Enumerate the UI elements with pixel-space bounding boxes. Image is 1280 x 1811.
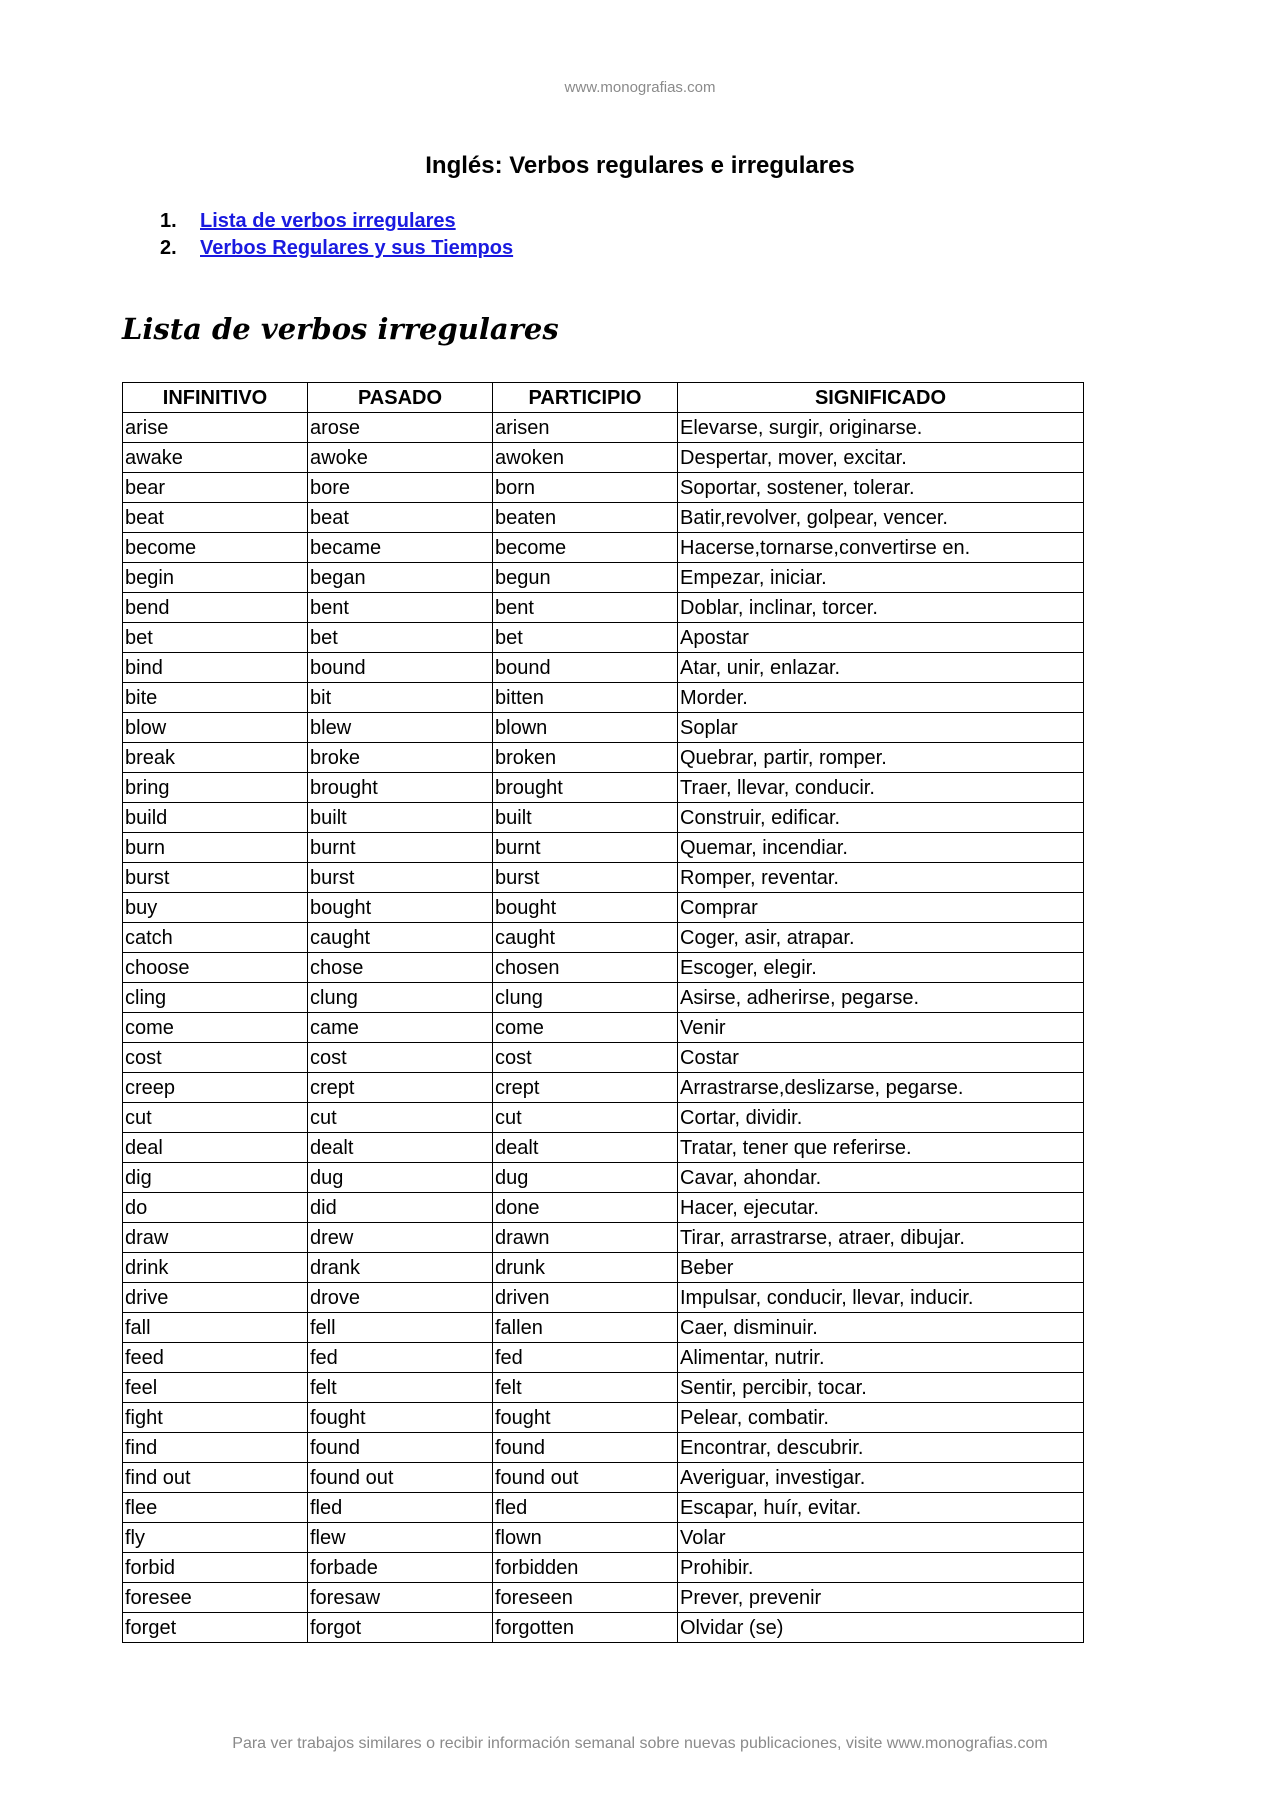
table-row [123,1133,1084,1163]
table-row [123,593,1084,623]
cell-infinitivo: fly [123,1523,308,1553]
cell-significado: Comprar [678,893,1084,923]
cell-pasado: blew [308,713,493,743]
cell-pasado: did [308,1193,493,1223]
cell-participio: fed [493,1343,678,1373]
cell-infinitivo: draw [123,1223,308,1253]
cell-participio: burst [493,863,678,893]
cell-pasado: broke [308,743,493,773]
cell-pasado: bought [308,893,493,923]
cell-infinitivo: cost [123,1043,308,1073]
cell-significado: Soplar [678,713,1084,743]
cell-pasado: drove [308,1283,493,1313]
cell-significado: Coger, asir, atrapar. [678,923,1084,953]
toc-link-verbos-regulares[interactable]: Verbos Regulares y sus Tiempos [200,237,514,259]
cell-significado: Pelear, combatir. [678,1403,1084,1433]
cell-infinitivo: fight [123,1403,308,1433]
cell-infinitivo: do [123,1193,308,1223]
cell-participio: come [493,1013,678,1043]
cell-participio: flown [493,1523,678,1553]
table-row [123,1373,1084,1403]
cell-infinitivo: bend [123,593,308,623]
cell-participio: dug [493,1163,678,1193]
cell-participio: bound [493,653,678,683]
cell-significado: Prohibir. [678,1553,1084,1583]
cell-significado: Quebrar, partir, romper. [678,743,1084,773]
table-row [123,1433,1084,1463]
cell-pasado: burnt [308,833,493,863]
cell-participio: felt [493,1373,678,1403]
footer-text: Para ver trabajos similares o recibir información semanal sobre nuevas publicaciones, visite www.monografias.com [232,1735,1048,1752]
table-row [123,1583,1084,1613]
cell-participio: fought [493,1403,678,1433]
cell-significado: Impulsar, conducir, llevar, inducir. [678,1283,1084,1313]
cell-participio: forbidden [493,1553,678,1583]
cell-participio: brought [493,773,678,803]
cell-infinitivo: blow [123,713,308,743]
table-row [123,533,1084,563]
cell-significado: Soportar, sostener, tolerar. [678,473,1084,503]
cell-pasado: began [308,563,493,593]
cell-participio: crept [493,1073,678,1103]
table-row [123,1223,1084,1253]
cell-significado: Empezar, iniciar. [678,563,1084,593]
cell-significado: Arrastrarse,deslizarse, pegarse. [678,1073,1084,1103]
cell-participio: clung [493,983,678,1013]
cell-pasado: dealt [308,1133,493,1163]
table-row [123,623,1084,653]
cell-infinitivo: find [123,1433,308,1463]
cell-pasado: found out [308,1463,493,1493]
cell-infinitivo: awake [123,443,308,473]
cell-infinitivo: drink [123,1253,308,1283]
cell-participio: found [493,1433,678,1463]
cell-pasado: drank [308,1253,493,1283]
cell-significado: Olvidar (se) [678,1613,1084,1643]
cell-pasado: found [308,1433,493,1463]
cell-infinitivo: fall [123,1313,308,1343]
cell-infinitivo: find out [123,1463,308,1493]
cell-pasado: beat [308,503,493,533]
table-row [123,413,1084,443]
cell-participio: bought [493,893,678,923]
cell-participio: chosen [493,953,678,983]
cell-infinitivo: bear [123,473,308,503]
cell-participio: arisen [493,413,678,443]
cell-pasado: built [308,803,493,833]
cell-participio: begun [493,563,678,593]
cell-significado: Apostar [678,623,1084,653]
cell-significado: Asirse, adherirse, pegarse. [678,983,1084,1013]
column-header-significado: SIGNIFICADO [678,383,1084,413]
cell-significado: Tirar, arrastrarse, atraer, dibujar. [678,1223,1084,1253]
cell-pasado: came [308,1013,493,1043]
cell-pasado: fled [308,1493,493,1523]
cell-significado: Batir,revolver, golpear, vencer. [678,503,1084,533]
cell-participio: built [493,803,678,833]
cell-participio: found out [493,1463,678,1493]
cell-pasado: chose [308,953,493,983]
cell-pasado: arose [308,413,493,443]
cell-participio: caught [493,923,678,953]
cell-infinitivo: creep [123,1073,308,1103]
table-row [123,1523,1084,1553]
cell-significado: Doblar, inclinar, torcer. [678,593,1084,623]
cell-significado: Despertar, mover, excitar. [678,443,1084,473]
cell-significado: Hacerse,tornarse,convertirse en. [678,533,1084,563]
cell-infinitivo: feed [123,1343,308,1373]
cell-infinitivo: flee [123,1493,308,1523]
cell-infinitivo: build [123,803,308,833]
table-row [123,1103,1084,1133]
verbs-table [122,382,1084,1643]
cell-significado: Construir, edificar. [678,803,1084,833]
cell-pasado: cost [308,1043,493,1073]
cell-significado: Prever, prevenir [678,1583,1084,1613]
cell-significado: Caer, disminuir. [678,1313,1084,1343]
cell-infinitivo: foresee [123,1583,308,1613]
verbs-table-body [123,413,1084,1643]
cell-pasado: burst [308,863,493,893]
cell-significado: Quemar, incendiar. [678,833,1084,863]
cell-infinitivo: beat [123,503,308,533]
cell-participio: bet [493,623,678,653]
cell-significado: Cortar, dividir. [678,1103,1084,1133]
cell-pasado: felt [308,1373,493,1403]
cell-pasado: bet [308,623,493,653]
cell-participio: forgotten [493,1613,678,1643]
table-row [123,773,1084,803]
cell-participio: cut [493,1103,678,1133]
cell-infinitivo: arise [123,413,308,443]
cell-pasado: brought [308,773,493,803]
table-row [123,1163,1084,1193]
table-row [123,1013,1084,1043]
cell-participio: burnt [493,833,678,863]
cell-infinitivo: forbid [123,1553,308,1583]
cell-significado: Encontrar, descubrir. [678,1433,1084,1463]
cell-significado: Averiguar, investigar. [678,1463,1084,1493]
table-row [123,863,1084,893]
cell-participio: fallen [493,1313,678,1343]
cell-infinitivo: deal [123,1133,308,1163]
cell-pasado: fought [308,1403,493,1433]
table-row [123,743,1084,773]
cell-infinitivo: break [123,743,308,773]
cell-infinitivo: forget [123,1613,308,1643]
toc-item-number: 1. [160,210,177,232]
cell-participio: bitten [493,683,678,713]
table-row [123,1343,1084,1373]
cell-infinitivo: cling [123,983,308,1013]
cell-pasado: crept [308,1073,493,1103]
cell-participio: drunk [493,1253,678,1283]
cell-pasado: forgot [308,1613,493,1643]
cell-participio: blown [493,713,678,743]
cell-pasado: caught [308,923,493,953]
cell-participio: drawn [493,1223,678,1253]
cell-pasado: fell [308,1313,493,1343]
column-header-infinitivo: INFINITIVO [123,383,308,413]
cell-participio: become [493,533,678,563]
table-row [123,1193,1084,1223]
cell-significado: Venir [678,1013,1084,1043]
cell-participio: bent [493,593,678,623]
cell-infinitivo: burn [123,833,308,863]
cell-significado: Morder. [678,683,1084,713]
cell-participio: foreseen [493,1583,678,1613]
table-row [123,803,1084,833]
cell-significado: Hacer, ejecutar. [678,1193,1084,1223]
cell-infinitivo: begin [123,563,308,593]
cell-significado: Traer, llevar, conducir. [678,773,1084,803]
table-row [123,1043,1084,1073]
page-title: Inglés: Verbos regulares e irregulares [425,152,855,179]
cell-pasado: fed [308,1343,493,1373]
cell-significado: Sentir, percibir, tocar. [678,1373,1084,1403]
cell-pasado: flew [308,1523,493,1553]
cell-participio: born [493,473,678,503]
table-row [123,1553,1084,1583]
cell-pasado: clung [308,983,493,1013]
cell-pasado: drew [308,1223,493,1253]
cell-significado: Tratar, tener que referirse. [678,1133,1084,1163]
cell-significado: Atar, unir, enlazar. [678,653,1084,683]
cell-significado: Beber [678,1253,1084,1283]
table-row [123,1493,1084,1523]
cell-pasado: bound [308,653,493,683]
table-row [123,1073,1084,1103]
cell-pasado: awoke [308,443,493,473]
cell-significado: Cavar, ahondar. [678,1163,1084,1193]
cell-infinitivo: cut [123,1103,308,1133]
cell-infinitivo: catch [123,923,308,953]
table-of-contents [160,208,513,262]
table-row [123,893,1084,923]
table-row [123,923,1084,953]
cell-infinitivo: burst [123,863,308,893]
table-row [123,953,1084,983]
cell-significado: Alimentar, nutrir. [678,1343,1084,1373]
cell-infinitivo: become [123,533,308,563]
table-row [123,713,1084,743]
cell-pasado: became [308,533,493,563]
cell-participio: done [493,1193,678,1223]
table-row [123,683,1084,713]
table-row [123,473,1084,503]
table-row [123,1613,1084,1643]
cell-significado: Escoger, elegir. [678,953,1084,983]
cell-significado: Elevarse, surgir, originarse. [678,413,1084,443]
section-heading: Lista de verbos irregulares [122,312,559,346]
header-url: www.monografias.com [564,79,716,96]
cell-participio: dealt [493,1133,678,1163]
cell-participio: driven [493,1283,678,1313]
cell-pasado: cut [308,1103,493,1133]
table-row [123,1253,1084,1283]
cell-infinitivo: buy [123,893,308,923]
toc-link-lista-verbos-irregulares[interactable]: Lista de verbos irregulares [200,210,456,232]
table-row [123,653,1084,683]
cell-significado: Escapar, huír, evitar. [678,1493,1084,1523]
cell-participio: beaten [493,503,678,533]
cell-infinitivo: dig [123,1163,308,1193]
cell-participio: awoken [493,443,678,473]
cell-infinitivo: come [123,1013,308,1043]
cell-infinitivo: drive [123,1283,308,1313]
cell-pasado: bore [308,473,493,503]
cell-significado: Costar [678,1043,1084,1073]
cell-infinitivo: bring [123,773,308,803]
cell-infinitivo: bite [123,683,308,713]
cell-pasado: bit [308,683,493,713]
table-row [123,443,1084,473]
cell-infinitivo: bind [123,653,308,683]
cell-infinitivo: bet [123,623,308,653]
cell-participio: cost [493,1043,678,1073]
table-row [123,1313,1084,1343]
cell-infinitivo: feel [123,1373,308,1403]
column-header-pasado: PASADO [308,383,493,413]
table-row [123,503,1084,533]
cell-pasado: foresaw [308,1583,493,1613]
cell-pasado: forbade [308,1553,493,1583]
toc-item [160,235,513,262]
table-header-row [123,383,1084,413]
cell-significado: Volar [678,1523,1084,1553]
cell-infinitivo: choose [123,953,308,983]
table-row [123,983,1084,1013]
table-row [123,1463,1084,1493]
toc-item-number: 2. [160,237,177,259]
table-row [123,1403,1084,1433]
table-row [123,833,1084,863]
table-row [123,1283,1084,1313]
column-header-participio: PARTICIPIO [493,383,678,413]
cell-pasado: bent [308,593,493,623]
cell-significado: Romper, reventar. [678,863,1084,893]
table-row [123,563,1084,593]
cell-participio: fled [493,1493,678,1523]
cell-participio: broken [493,743,678,773]
cell-pasado: dug [308,1163,493,1193]
toc-item [160,208,513,235]
